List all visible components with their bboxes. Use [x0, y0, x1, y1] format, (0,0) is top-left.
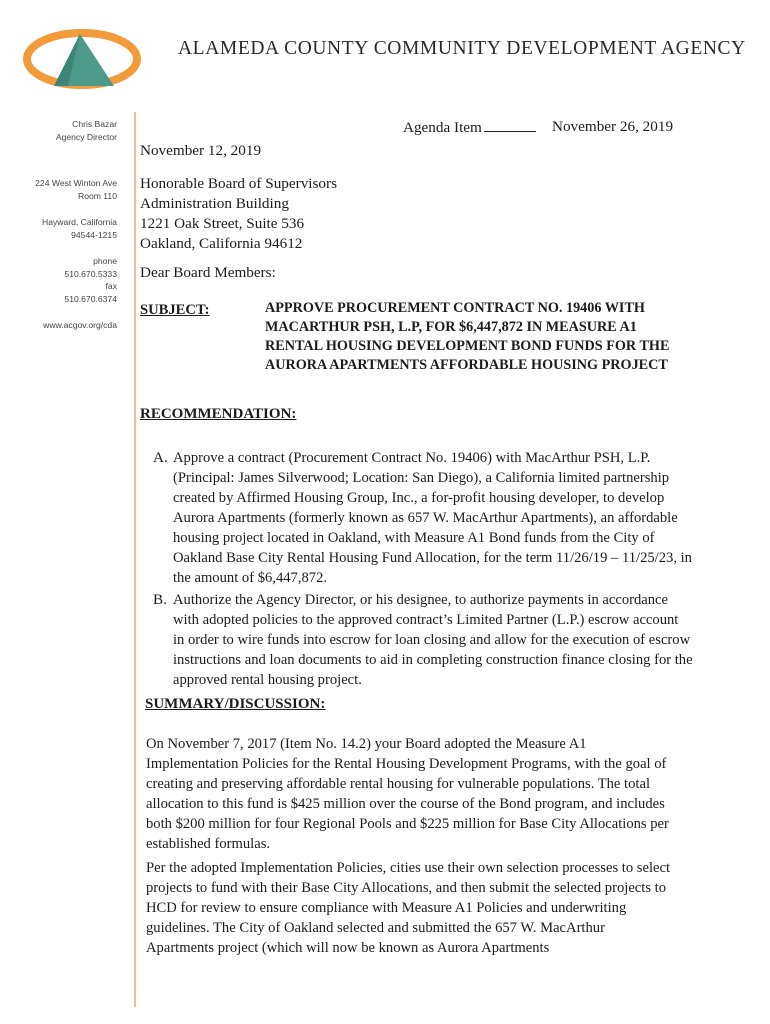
address-line1: 224 West Winton Ave	[35, 178, 117, 188]
zip-code: 94544-1215	[71, 229, 117, 240]
recipient-line: Honorable Board of Supervisors	[140, 175, 337, 192]
item-text: Authorize the Agency Director, or his designee, to authorize payments in accordance with adopted policies to the approved contract’s Limited Partner (L.P.) escrow account in order to wire funds into escrow for loan closing and allow for the execution of escrow instructions and loan documents to aid in completing construction finance closing for the approved rental housing project.	[173, 592, 693, 688]
summary-paragraph: On November 7, 2017 (Item No. 14.2) your Board adopted the Measure A1 Implementation Policies for the Rental Housing Development Programs, with the goal of creating and preserving affordable rental housing for vulnerable populations. The total allocation to this fund is $425 million over the course of the Bond program, and includes both $200 million for four Regional Pools and $225 million for Base City Allocations per established formulas.	[146, 736, 669, 852]
recipient-line: Administration Building	[140, 195, 289, 212]
phone-number: 510.670.5333	[64, 268, 117, 279]
recipient-line: 1221 Oak Street, Suite 536	[140, 215, 305, 232]
fax-number: 510.670.6374	[64, 293, 117, 304]
item-text: Approve a contract (Procurement Contract No. 19406) with MacArthur PSH, L.P. (Principal: James Silverwood; Location: San Diego), a California limited partnership created by Affirmed Housing Group, Inc., a for-profit housing developer, to develop Aurora Apartments (formerly known as 657 W. MacArthur Apartments), an affordable housing project located in Oakland, with Measure A1 Bond funds from the City of Oakland Base City Rental Housing Fund Allocation, for the term 11/26/19 – 11/25/23, in the amount of $6,447,872.	[173, 450, 692, 586]
item-label: B.	[153, 591, 167, 608]
subject-text: APPROVE PROCUREMENT CONTRACT NO. 19406 WITH MACARTHUR PSH, L.P, FOR $6,447,872 IN MEASURE A1 RENTAL HOUSING DEVELOPMENT BOND FUNDS FOR THE AURORA APARTMENTS AFFORDABLE HOUSING PROJECT	[265, 300, 670, 373]
address-line2: Room 110	[77, 190, 117, 201]
phone-label: phone	[93, 256, 117, 266]
agenda-item-blank	[484, 119, 536, 132]
recommendation-item	[153, 448, 693, 588]
fax-label: fax	[105, 281, 117, 291]
summary-paragraph: Per the adopted Implementation Policies, cities use their own selection processes to select projects to fund with their Base City Allocations, and then submit the selected projects to HCD for review to ensure compliance with Measure A1 Policies and underwriting guidelines. The City of Oakland selected and submitted the 657 W. MacArthur Apartments project (which will now be known as Aurora Apartments	[146, 860, 671, 956]
summary-heading: SUMMARY/DISCUSSION:	[145, 696, 326, 712]
director-name: Chris Bazar	[72, 119, 117, 129]
agency-logo-icon	[22, 28, 144, 90]
recipient-line: Oakland, California 94612	[140, 235, 303, 252]
website-link[interactable]: www.acgov.org/cda	[43, 320, 117, 330]
recommendation-item	[153, 590, 693, 690]
agenda-item-label: Agenda Item	[403, 119, 482, 136]
subject-label: SUBJECT:	[140, 302, 210, 318]
recommendation-heading: RECOMMENDATION:	[140, 406, 297, 422]
item-label: A.	[153, 449, 168, 466]
recipient-address	[140, 174, 337, 254]
agency-name: ALAMEDA COUNTY COMMUNITY DEVELOPMENT AGENCY	[178, 38, 746, 59]
vertical-divider	[134, 112, 136, 1007]
meeting-date: November 26, 2019	[552, 118, 674, 135]
director-title: Agency Director	[55, 131, 117, 142]
city-state: Hayward, California	[42, 217, 117, 227]
salutation: Dear Board Members:	[140, 264, 276, 281]
letter-date: November 12, 2019	[140, 142, 262, 159]
agenda-item	[403, 118, 536, 138]
sidebar-contact	[0, 118, 117, 332]
